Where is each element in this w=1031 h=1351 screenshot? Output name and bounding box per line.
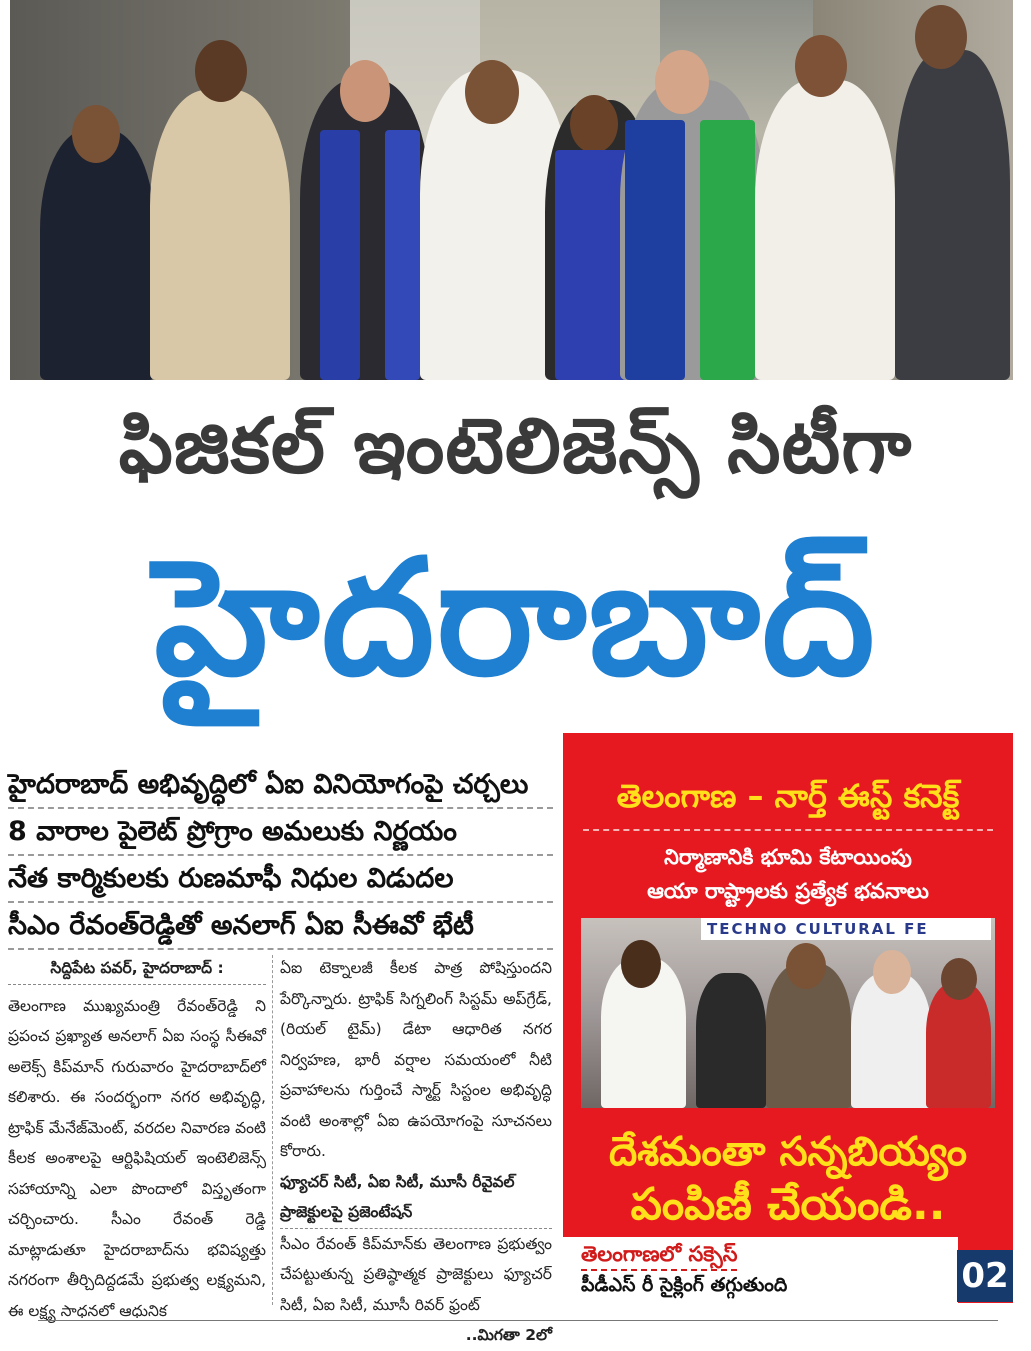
article-text: ఏఐ టెక్నాలజీ కీలక పాత్ర పోషిస్తుందని పేర్కొన్నారు. ట్రాఫిక్ సిగ్నలింగ్ సిస్టమ్ అప్‌గ్రేడ్, (రియల్ టైమ్) డేటా ఆధారిత నగర నిర్వహణ, భారీ వర్షాల సమయంలో నీటి ప్రవాహాలను గుర్తించే స్మార్ట్ సిస్టంల అభివృద్ధి వంటి అంశాల్లో ఏఐ ఉపయోగంపై సూచనలు కోరారు. <box>280 959 552 1160</box>
subheadline: నేత కార్మికులకు రుణమాఫీ నిధుల విడుదల <box>8 856 553 903</box>
sidebar-box <box>563 733 1013 1303</box>
headline-line1: ఫిజికల్ ఇంటెలిజెన్స్ సిటీగా <box>118 401 913 490</box>
sidebar-subtitle: ఆయా రాష్ట్రాలకు ప్రత్యేక భవనాలు <box>647 879 929 903</box>
group-photo <box>10 0 1013 380</box>
footer-rule <box>38 1320 998 1321</box>
sidebar-headline: దేశమంతా సన్నబియ్యం <box>608 1129 968 1175</box>
subheadline: హైదరాబాద్ అభివృద్ధిలో ఏఐ వినియోగంపై చర్చలు <box>8 762 553 809</box>
continued-marker: ..మిగతా 2లో <box>465 1326 552 1344</box>
divider <box>583 829 993 831</box>
subheadline: సీఎం రేవంత్‌రెడ్డితో అనలాగ్ ఏఐ సీఈవో భేటీ <box>8 903 553 950</box>
subheadline-list <box>8 762 553 950</box>
article-text: తెలంగాణ ముఖ్యమంత్రి రేవంత్‌రెడ్డి ని ప్రపంచ ప్రఖ్యాత అనలాగ్ ఏఐ సంస్థ సీఈవో అలెక్స్ కిప్‌మాన్ గురువారం హైదరాబాద్‌లో కలిశారు. ఈ సందర్భంగా నగర అభివృద్ధి, ట్రాఫిక్ మేనేజ్‌మెంట్, వరదల నివారణ వంటి కీలక అంశాలపై ఆర్టిఫిషియల్ ఇంటెలిజెన్స్ సహాయాన్ని ఎలా పొందాలో విస్తృతంగా చర్చించారు. సీఎం రేవంత్ రెడ్డి మాట్లాడుతూ హైదరాబాద్‌ను భవిష్యత్తు నగరంగా తీర్చిదిద్దడమే ప్రభుత్వ లక్ష్యమని, ఈ లక్ష్య సాధనలో ఆధునిక <box>8 996 266 1320</box>
sidebar-subtitle: నిర్మాణానికి భూమి కేటాయింపు <box>664 845 912 869</box>
article-text: సీఎం రేవంత్ కిప్‌మాన్‌కు తెలంగాణ ప్రభుత్వం చేపట్టుతున్న ప్రతిష్ఠాత్మక ప్రాజెక్టులు ఫ్యూచర్ సిటీ, ఏఐ సిటీ, మూసీ రివర్ ఫ్రంట్ <box>280 1234 552 1314</box>
sidebar-note <box>563 1237 958 1303</box>
headline-line2: హైదరాబాద్ <box>154 524 877 711</box>
article-subhead: ఫ్యూచర్ సిటీ, ఏఐ సిటీ, మూసీ రీవైవల్ ప్రాజెక్టులపై ప్రజెంటేషన్ <box>280 1167 552 1229</box>
column-divider <box>272 955 273 1305</box>
article-column-2 <box>280 953 552 1351</box>
sidebar-title: తెలంగాణ – నార్త్ ఈస్ట్ కనెక్ట్ <box>616 777 960 815</box>
article-column-1 <box>8 953 266 1326</box>
photo-banner: TECHNO CULTURAL FE <box>701 918 991 940</box>
page-number-badge: 02 <box>957 1250 1013 1302</box>
note-subtitle: పీడీఎస్ రీ సైక్లింగ్ తగ్గుతుంది <box>581 1274 788 1296</box>
note-title: తెలంగాణలో సక్సెస్ <box>581 1239 737 1271</box>
subheadline: 8 వారాల పైలెట్ ప్రోగ్రాం అమలుకు నిర్ణయం <box>8 809 553 856</box>
event-photo <box>581 918 995 1108</box>
sidebar-headline: పంపిణీ చేయండి.. <box>630 1179 946 1230</box>
dateline: సిద్దిపేట పవర్, హైదరాబాద్ : <box>8 953 266 985</box>
